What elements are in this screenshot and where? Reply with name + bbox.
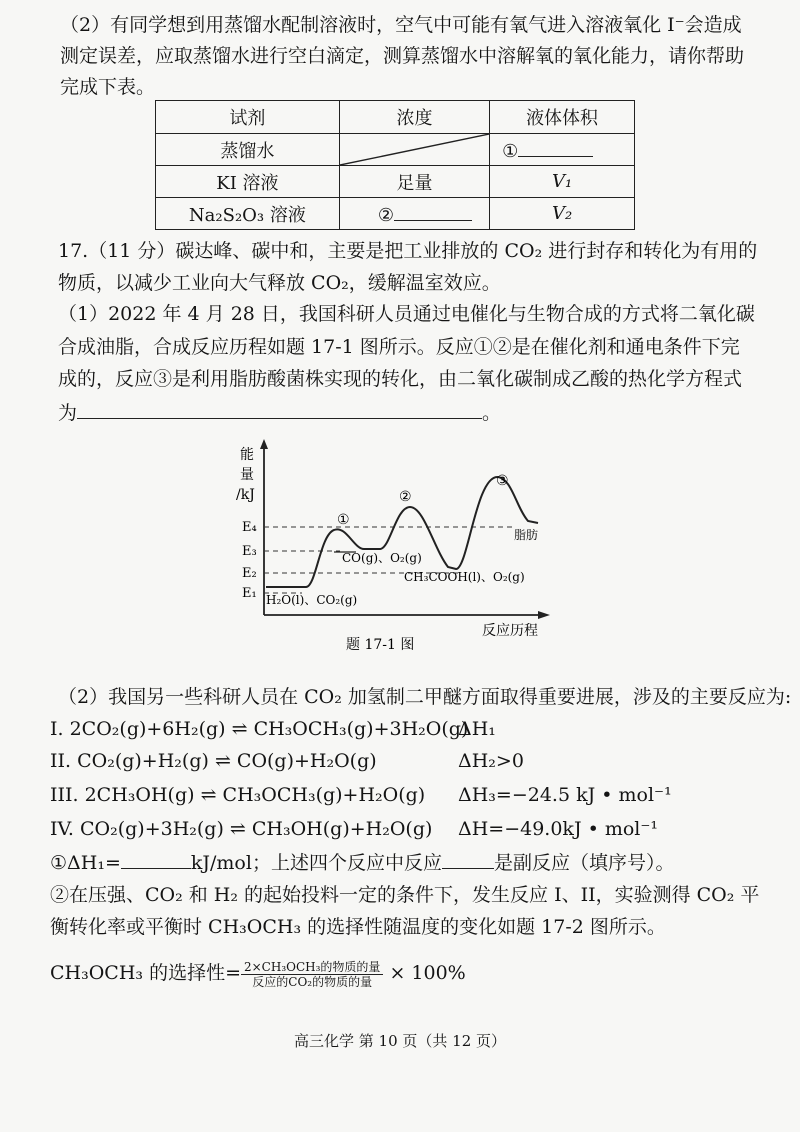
header-volume: 液体体积 [490, 101, 635, 134]
p2-q1 [50, 850, 674, 874]
answer-blank-2[interactable] [394, 202, 472, 221]
level-e1: E₁ [242, 586, 257, 601]
species-fat: 脂肪 [514, 528, 539, 542]
table-row [156, 134, 635, 166]
p2-q2-line2: 衡转化率或平衡时 CH₃OCH₃ 的选择性随温度的变化如题 17-2 图所示。 [50, 916, 666, 938]
species-acetic-acid: CH₃COOH(l)、O₂(g) [404, 570, 525, 584]
reaction-2: II. CO₂(g)+H₂(g) ⇌ CO(g)+H₂O(g) [50, 750, 377, 772]
row2-reagent: KI 溶液 [156, 166, 340, 198]
part2-intro-line3: 完成下表。 [60, 76, 156, 98]
x-axis-arrow [538, 611, 550, 619]
p2-q1-c: 是副反应（填序号）。 [493, 852, 675, 874]
q17-p1-line2: 合成油脂，合成反应历程如题 17-1 图所示。反应①②是在催化剂和通电条件下完 [58, 336, 740, 358]
row1-conc-slashed [339, 134, 489, 166]
selectivity-formula [50, 956, 466, 990]
level-e4: E₄ [242, 520, 257, 535]
y-label-1: 能 [240, 447, 254, 463]
row1-volume [490, 134, 635, 166]
sel-numerator: 2×CH₃OCH₃的物质的量 [241, 960, 383, 975]
x-label: 反应历程 [482, 623, 538, 639]
sel-denominator: 反应的CO₂的物质的量 [252, 974, 373, 989]
q17-p1-line4 [58, 400, 501, 424]
blank-mark-1: ① [502, 140, 519, 162]
row2-conc: 足量 [339, 166, 489, 198]
header-reagent: 试剂 [156, 101, 340, 134]
table-row [156, 166, 635, 198]
table-row [156, 198, 635, 230]
q17-line1: 17.（11 分）碳达峰、碳中和，主要是把工业排放的 CO₂ 进行封存和转化为有用的 [58, 240, 758, 262]
reaction-3-dh: ΔH₃=−24.5 kJ • mol⁻¹ [458, 784, 672, 806]
row3-volume: V₂ [490, 198, 635, 230]
peak-3: ③ [496, 473, 509, 489]
peak-1: ① [337, 512, 350, 528]
answer-blank-side-reaction[interactable] [442, 850, 494, 869]
page-footer: 高三化学 第 10 页（共 12 页） [293, 1032, 506, 1050]
level-e2: E₂ [242, 566, 257, 581]
q17-p1-line4-end: 。 [482, 402, 502, 424]
q17-p1-line4-start: 为 [58, 402, 78, 424]
row2-volume: V₁ [490, 166, 635, 198]
level-e3: E₃ [242, 544, 257, 559]
reagent-table [155, 100, 635, 230]
reaction-3: III. 2CH₃OH(g) ⇌ CH₃OCH₃(g)+H₂O(g) [50, 784, 426, 806]
figure-caption: 题 17-1 图 [346, 637, 415, 653]
sel-tail: × 100% [389, 962, 466, 984]
row3-conc [339, 198, 489, 230]
peak-2: ② [399, 489, 412, 505]
p2-q1-a: ①ΔH₁= [50, 852, 121, 874]
answer-blank-1[interactable] [518, 138, 593, 157]
part2-intro-line1: （2）有同学想到用蒸馏水配制溶液时，空气中可能有氧气进入溶液氧化 I⁻会造成 [60, 14, 742, 36]
reaction-4: IV. CO₂(g)+3H₂(g) ⇌ CH₃OH(g)+H₂O(g) [50, 818, 433, 840]
y-label-3: /kJ [236, 487, 255, 503]
reaction-1: I. 2CO₂(g)+6H₂(g) ⇌ CH₃OCH₃(g)+3H₂O(g) [50, 718, 469, 740]
blank-mark-2: ② [377, 204, 394, 226]
q17-p1-line1: （1）2022 年 4 月 28 日，我国科研人员通过电催化与生物合成的方式将二氧化碳 [58, 303, 755, 325]
answer-blank-equation[interactable] [77, 400, 482, 419]
p2-intro: （2）我国另一些科研人员在 CO₂ 加氢制二甲醚方面取得重要进展，涉及的主要反应为: [58, 686, 792, 708]
p2-q1-b: kJ/mol；上述四个反应中反应 [190, 852, 442, 874]
part2-intro-line2: 测定误差，应取蒸馏水进行空白滴定，测算蒸馏水中溶解氧的氧化能力，请你帮助 [60, 45, 745, 67]
reaction-1-dh: ΔH₁ [458, 718, 496, 740]
sel-label: CH₃OCH₃ 的选择性= [50, 962, 241, 984]
q17-line2: 物质，以减少工业向大气释放 CO₂，缓解温室效应。 [58, 272, 501, 294]
answer-blank-dh1[interactable] [121, 850, 191, 869]
table-header-row [156, 101, 635, 134]
row1-reagent: 蒸馏水 [156, 134, 340, 166]
q17-p1-line3: 成的，反应③是利用脂肪酸菌株实现的转化，由二氧化碳制成乙酸的热化学方程式 [58, 368, 743, 390]
sel-fraction [241, 960, 383, 989]
row3-reagent: Na₂S₂O₃ 溶液 [156, 198, 340, 230]
p2-q2-line1: ②在压强、CO₂ 和 H₂ 的起始投料一定的条件下，发生反应 I、II，实验测得 CO₂ 平 [50, 884, 760, 906]
y-label-2: 量 [240, 467, 254, 483]
header-concentration: 浓度 [339, 101, 489, 134]
reaction-2-dh: ΔH₂>0 [458, 750, 524, 772]
reaction-4-dh: ΔH=−49.0kJ • mol⁻¹ [458, 818, 659, 840]
species-co: CO(g)、O₂(g) [342, 551, 422, 565]
energy-diagram [220, 435, 560, 660]
y-axis-arrow [260, 439, 268, 449]
diagonal-slash [340, 134, 489, 165]
species-reactants: H₂O(l)、CO₂(g) [266, 593, 358, 607]
